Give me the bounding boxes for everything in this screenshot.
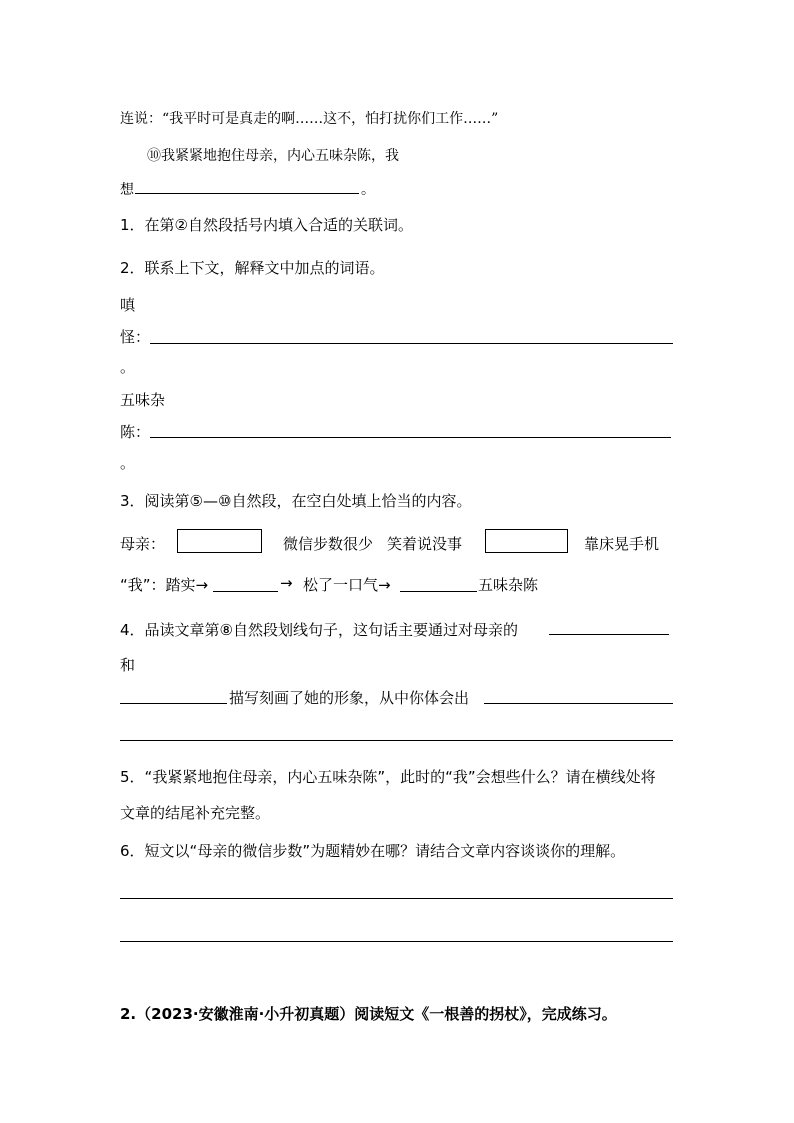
q2-word2-part1: 五味杂 (120, 391, 166, 409)
question-4-part1: 4．品读文章第⑧自然段划线句子，这句话主要通过对母亲的 (120, 621, 518, 639)
q4-blank-3[interactable] (484, 703, 673, 704)
question-4-part3: 描写刻画了她的形象，从中你体会出 (229, 689, 470, 707)
q2-word2-period: 。 (120, 454, 136, 472)
question-4-part2: 和 (120, 656, 136, 674)
q3-me-mid: 松了一口气→ (303, 576, 391, 594)
q3-me-blank-1[interactable] (213, 591, 278, 592)
q3-mother-item-1: 微信步数很少 (283, 535, 374, 553)
q3-me-blank-2[interactable] (400, 591, 477, 592)
q3-me-label: “我”：踏实→ (120, 576, 209, 594)
q2-word1-part2: 怪： (120, 328, 151, 346)
passage-line-3-prefix: 想 (120, 182, 134, 198)
q2-word1-answer-line[interactable] (150, 343, 673, 344)
q2-word1-period: 。 (120, 358, 136, 376)
passage-line-1: 连说：“我平时可是真走的啊……这不，怕打扰你们工作……” (120, 111, 499, 127)
question-3: 3．阅读第⑤—⑩自然段，在空白处填上恰当的内容。 (120, 492, 472, 510)
q2-word2-answer-line[interactable] (150, 437, 671, 438)
q3-mother-item-2: 笑着说没事 (387, 535, 463, 553)
q3-mother-item-3: 靠床晃手机 (584, 535, 660, 553)
passage-line-3-suffix: 。 (361, 182, 375, 198)
q2-word2-part2: 陈： (120, 423, 151, 441)
q2-word1-part1: 嗔 (120, 296, 136, 314)
q4-blank-2[interactable] (120, 703, 227, 704)
q3-me-end: 五味杂陈 (478, 576, 539, 594)
question-1: 1．在第②自然段括号内填入合适的关联词。 (120, 216, 413, 234)
q3-mother-box-1[interactable] (177, 529, 262, 553)
q6-answer-line-2[interactable] (120, 941, 673, 942)
q3-mother-label: 母亲： (120, 535, 166, 553)
question-2: 2．联系上下文，解释文中加点的词语。 (120, 259, 385, 277)
q4-blank-1[interactable] (549, 634, 669, 635)
q3-me-arrow: → (280, 574, 293, 592)
passage-line-10: ⑩我紧紧地抱住母亲，内心五味杂陈，我 (147, 148, 399, 164)
question-5-part2: 文章的结尾补充完整。 (120, 804, 271, 822)
question-6: 6．短文以“母亲的微信步数”为题精妙在哪？请结合文章内容谈谈你的理解。 (120, 842, 626, 860)
q4-answer-line[interactable] (120, 740, 673, 741)
passage-answer-blank[interactable] (135, 193, 359, 194)
q6-answer-line-1[interactable] (120, 898, 673, 899)
question-5-part1: 5．“我紧紧地抱住母亲，内心五味杂陈”，此时的“我”会想些什么？请在横线处将 (120, 768, 656, 786)
next-question-heading: 2.（2023·安徽淮南·小升初真题）阅读短文《一根善的拐杖》，完成练习。 (120, 1005, 617, 1023)
q3-mother-box-2[interactable] (485, 529, 568, 553)
